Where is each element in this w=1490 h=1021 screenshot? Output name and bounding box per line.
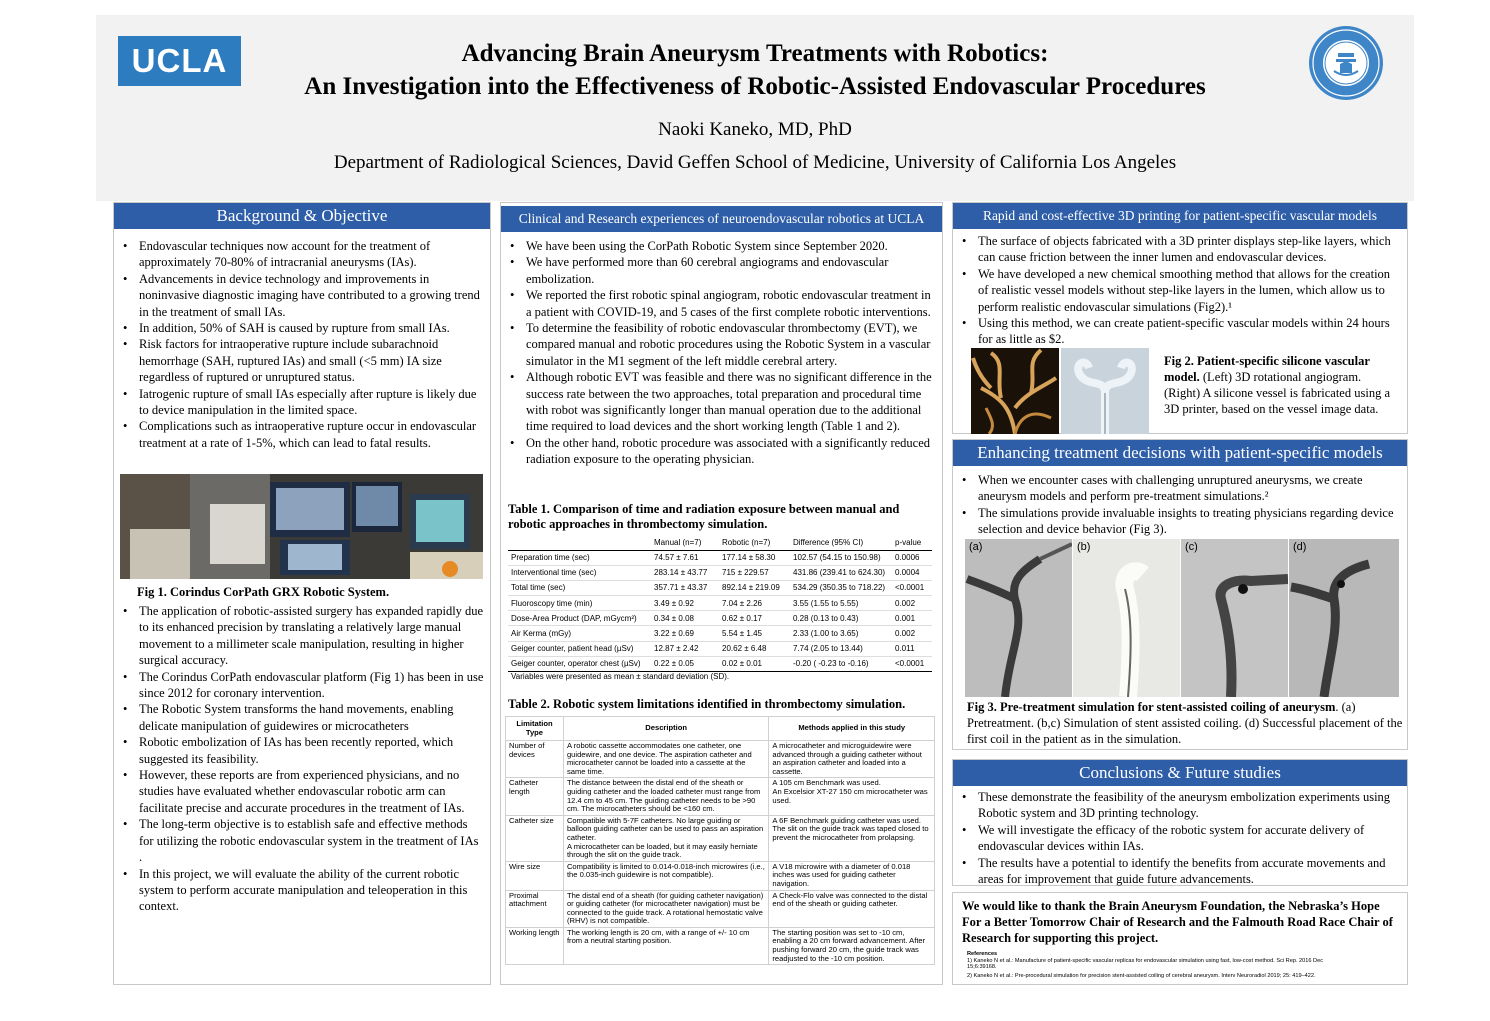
background-panel (113, 202, 491, 985)
fig1-caption: Fig 1. Corindus CorPath GRX Robotic System. (137, 585, 390, 599)
bullet: • The surface of objects fabricated with a 3D printer displays step-like layers, which can cause friction between the inner lumen and endovascular devices. (961, 233, 1399, 266)
table-row: Interventional time (sec) 283.14 ± 43.77 715 ± 229.57 431.86 (239.41 to 624.30) 0.0004 (508, 565, 932, 580)
fig3-panel-c (1181, 539, 1288, 697)
robotic-system-photo (120, 474, 483, 579)
treatment-bullets (953, 472, 1407, 538)
bullet: • We have performed more than 60 cerebral angiograms and endovascular embolization. (509, 254, 934, 287)
table1-caption: Table 1. Comparison of time and radiation exposure between manual and robotic approaches in thrombectomy simulation. (508, 502, 900, 531)
table-row: Wire size Compatibility is limited to 0.014-0.018-inch microwires (i.e., the 0.035-inch guidewire is not compatible). A V18 microwire with a diameter of 0.018 inches was used for guiding catheter navigation. (506, 861, 935, 890)
table-row: Working length The working length is 20 cm, with a range of +/- 10 cm from a neutral starting position. The starting position was set to -10 cm, enabling a 20 cm forward advancement. After pushing forward 20 cm, the guide track was readjusted to the -10 cm position. (506, 927, 935, 964)
bullet: • The Corindus CorPath endovascular platform (Fig 1) has been in use since 2012 for coronary intervention. (122, 669, 484, 702)
table1-note: Variables were presented as mean ± standard deviation (SD). (511, 672, 730, 681)
fig3-panel-b (1073, 539, 1180, 697)
table-row: Proximal attachment The distal end of a sheath (for guiding catheter navigation) or guiding catheter (for microcatheter navigation) must be connected to the guide track. A rotational hemostatic valve (RHV) is not compatible. A Check-Flo valve was connected to the distal end of the sheath or guiding catheter. (506, 890, 935, 927)
poster-header (96, 15, 1414, 201)
table-row: Geiger counter, operator chest (µSv) 0.22 ± 0.05 0.02 ± 0.01 -0.20 ( -0.23 to -0.16) <0.0001 (508, 656, 932, 671)
table2: Limitation Type Description Methods applied in this study Number of devices A robotic cassette accommodates one catheter, one guidewire, and one device. The aspiration catheter and microcatheter cannot be loaded into a cassette at the same time. A microcatheter and microguidewire were advanced through a guiding catheter without an aspiration catheter and loaded into a cassette. Catheter length The distance between the distal end of the sheath or guiding catheter and the loaded catheter must range from 12.4 cm to 45 cm. The guiding catheter needs to be >90 cm. The microcatheters should be <160 cm. A 105 cm Benchmark was used. An Excelsior XT-27 150 cm microcatheter was used. Catheter size Compatible with 5-7F catheters. No large guiding or balloon guiding catheter can be used to pass an aspiration catheter. A microcatheter can be loaded, but it may easily herniate through the slit on the guide track. A 6F Benchmark guiding catheter was used. The slit on the guide track was taped closed to prevent the microcatheter from prolapsing. Wire size Compatibility is limited to 0.014-0.018-inch microwires (i.e., the 0.035-inch guidewire is not compatible). A V18 microwire with a diameter of 0.018 inches was used for guiding catheter navigation. Proximal attachment The distal end of a sheath (for guiding catheter navigation) or guiding catheter (for microcatheter navigation) must be connected to the guide track. A rotational hemostatic valve (RHV) is not compatible. A Check-Flo valve was connected to the distal end of the sheath or guiding catheter. Working length The working length is 20 cm, with a range of +/- 10 cm from a neutral starting position. The starting position was set to -10 cm, enabling a 20 cm forward advancement. After pushing forward 20 cm, the guide track was readjusted to the -10 cm position. (505, 716, 935, 965)
table2-caption: Table 2. Robotic system limitations identified in thrombectomy simulation. (508, 697, 906, 711)
table-row: Preparation time (sec) 74.57 ± 7.61 177.14 ± 58.30 102.57 (54.15 to 150.98) 0.0006 (508, 550, 932, 565)
panel-label-d: (d) (1293, 541, 1307, 553)
bullet: • Although robotic EVT was feasible and there was no significant difference in the success rate between the two approaches, total preparation and procedural time with robot was significantly longer than manual operation due to the additional time required to load devices and the short working length (Table 1 and 2). (509, 369, 934, 435)
fig3-panel-d (1289, 539, 1399, 697)
panel-label-c: (c) (1185, 541, 1198, 553)
table-row: Catheter length The distance between the distal end of the sheath or guiding catheter and the loaded catheter must range from 12.4 cm to 45 cm. The guiding catheter needs to be >90 cm. The microcatheters should be <160 cm. A 105 cm Benchmark was used. An Excelsior XT-27 150 cm microcatheter was used. (506, 778, 935, 815)
clinical-bullets (501, 238, 942, 468)
ucla-logo: UCLA (118, 36, 241, 86)
table-row: Dose-Area Product (DAP, mGycm²) 0.34 ± 0.08 0.62 ± 0.17 0.28 (0.13 to 0.43) 0.001 (508, 611, 932, 626)
bullet: • The simulations provide invaluable insights to treating physicians regarding device selection and device behavior (Fig 3). (961, 505, 1399, 538)
conclusions-title: Conclusions & Future studies (953, 760, 1407, 786)
printing-bullets (953, 233, 1407, 348)
table-row: Total time (sec) 357.71 ± 43.37 892.14 ± 219.09 534.29 (350.35 to 718.22) <0.0001 (508, 580, 932, 595)
references (953, 946, 1407, 979)
clinical-panel (500, 202, 943, 985)
author-name: Naoki Kaneko, MD, PhD (658, 119, 852, 140)
background-title: Background & Objective (114, 203, 490, 229)
bullet: • We reported the first robotic spinal angiogram, robotic endovascular treatment in a patient with COVID-19, and 5 cases of the first complete robotic interventions. (509, 287, 934, 320)
fig2-caption: Fig 2. Patient-specific silicone vascular model. (Left) 3D rotational angiogram. (Right) A silicone vessel is fabricated using a 3D printer, based on the vessel image data. (1164, 354, 1390, 416)
acknowledgement-panel (952, 892, 1408, 985)
bullet: • Iatrogenic rupture of small IAs especially after rupture is likely due to device manipulation in the limited space. (122, 386, 482, 419)
bullet: • Complications such as intraoperative rupture occur in endovascular treatment at a rate of 1-5%, which can lead to fatal results. (122, 418, 482, 451)
bullet: • Risk factors for intraoperative rupture include subarachnoid hemorrhage (SAH, ruptured IAs) and small (<5 mm) IA size regardless of ruptured or unruptured status. (122, 336, 482, 385)
bullet: • The Robotic System transforms the hand movements, enabling delicate manipulation of guidewires or microcatheters (122, 701, 484, 734)
treatment-title: Enhancing treatment decisions with patient-specific models (953, 440, 1407, 466)
table-row: Number of devices A robotic cassette accommodates one catheter, one guidewire, and one device. The aspiration catheter and microcatheter cannot be loaded into a cassette at the same time. A microcatheter and microguidewire were advanced through a guiding catheter without an aspiration catheter and loaded into a cassette. (506, 741, 935, 778)
bullet: • The results have a potential to identify the benefits from accurate movements and areas for improvement that guide future advancements. (961, 855, 1399, 888)
department: Department of Radiological Sciences, David Geffen School of Medicine, University of California Los Angeles (333, 152, 1177, 173)
angiogram-photo (971, 348, 1059, 434)
conclusions-panel (952, 759, 1408, 886)
table1: Manual (n=7) Robotic (n=7) Difference (95% CI) p-value Preparation time (sec) 74.57 ± 7.61 177.14 ± 58.30 102.57 (54.15 to 150.98) 0.0006 Interventional time (sec) 283.14 ± 43.77 715 ± 229.57 431.86 (239.41 to 624.30) 0.0004 Total time (sec) 357.71 ± 43.37 892.14 ± 219.09 534.29 (350.35 to 718.22) <0.0001 Fluoroscopy time (min) 3.49 ± 0.92 7.04 ± 2.26 3.55 (1.55 to 5.55) 0.002 Dose-Area Product (DAP, mGycm²) 0.34 ± 0.08 0.62 ± 0.17 0.28 (0.13 to 0.43) 0.001 Air Kerma (mGy) 3.22 ± 0.69 5.54 ± 1.45 2.33 (1.00 to 3.65) 0.002 Geiger counter, patient head (µSv) 12.87 ± 2.42 20.62 ± 6.48 7.74 (2.05 to 13.44) 0.011 Geiger counter, operator chest (µSv) 0.22 ± 0.05 0.02 ± 0.01 -0.20 ( -0.23 to -0.16) <0.0001 (508, 536, 932, 672)
bullet: • In addition, 50% of SAH is caused by rupture from small IAs. (122, 320, 482, 336)
bullet: • In this project, we will evaluate the ability of the current robotic system to perform accurate manipulation and teleoperation in this context. (122, 866, 484, 915)
bullet: • The long-term objective is to establish safe and effective methods for utilizing the robotic endovascular system in the treatment of IAs . (122, 816, 484, 865)
bullet: • We have been using the CorPath Robotic System since September 2020. (509, 238, 934, 254)
bullet: • These demonstrate the feasibility of the aneurysm embolization experiments using Robotic system and 3D printing technology. (961, 789, 1399, 822)
panel-label-a: (a) (969, 541, 983, 553)
bullet: • Endovascular techniques now account for the treatment of approximately 70-80% of intracranial aneurysms (IAs). (122, 238, 482, 271)
table-row: Fluoroscopy time (min) 3.49 ± 0.92 7.04 ± 2.26 3.55 (1.55 to 5.55) 0.002 (508, 596, 932, 611)
silicone-vessel-photo (1061, 348, 1149, 434)
table-row: Air Kerma (mGy) 3.22 ± 0.69 5.54 ± 1.45 2.33 (1.00 to 3.65) 0.002 (508, 626, 932, 641)
panel-label-b: (b) (1077, 541, 1091, 553)
printing-panel (952, 202, 1408, 434)
background-bullets (114, 238, 490, 451)
poster-title: Advancing Brain Aneurysm Treatments with Robotics: An Investigation into the Effectiveness of Robotic-Assisted Endovascular Procedures (304, 40, 1206, 100)
reference-item: 2) Kaneko N et al.: Pre-procedural simulation for precision stent-assisted coiling of cerebral aneurysm. Interv Neuroradiol 2019; 25: 419–422. (967, 972, 1316, 979)
references-title: References (967, 951, 998, 957)
bullet: • To determine the feasibility of robotic endovascular thrombectomy (EVT), we compared manual and robotic procedures using the Robotic System in a vascular simulator in the M1 segment of the left middle cerebral artery. (509, 320, 934, 369)
table-row: Geiger counter, patient head (µSv) 12.87 ± 2.42 20.62 ± 6.48 7.74 (2.05 to 13.44) 0.011 (508, 641, 932, 656)
bullet: • However, these reports are from experienced physicians, and no studies have evaluated whether endovascular robotic arm can facilitate precise and accurate procedures in the treatment of IAs. (122, 767, 484, 816)
acknowledgement-text: We would like to thank the Brain Aneurysm Foundation, the Nebraska’s Hope For a Better Tomorrow Chair of Research and the Falmouth Road Race Chair of Research for supporting this project. (962, 899, 1393, 945)
background-bullets-2 (114, 603, 492, 915)
bullet: • Robotic embolization of IAs has been recently reported, which suggested its feasibility. (122, 734, 484, 767)
conclusions-bullets (953, 789, 1407, 887)
bullet: • We will investigate the efficacy of the robotic system for accurate delivery of endovascular devices within IAs. (961, 822, 1399, 855)
reference-item: 1) Kaneko N et al.: Manufacture of patient-specific vascular replicas for endovascular simulation using fast, low-cost method. Sci Rep. 2016 Dec 15;6:39168. (967, 957, 1323, 971)
bullet: • Advancements in device technology and improvements in noninvasive diagnostic imaging have contributed to a growing trend in the treatment of small IAs. (122, 271, 482, 320)
bullet: • On the other hand, robotic procedure was associated with a significantly reduced radiation exposure to the operating physician. (509, 435, 934, 468)
bullet: • The application of robotic-assisted surgery has expanded rapidly due to its enhanced precision by translating a relatively large manual movement to a millimeter scale manipulation, resulting in higher surgical accuracy. (122, 603, 484, 669)
printing-title: Rapid and cost-effective 3D printing for patient-specific vascular models (953, 203, 1407, 229)
bullet: • When we encounter cases with challenging unruptured aneurysms, we create aneurysm models and perform pre-treatment simulations.² (961, 472, 1399, 505)
fig3-caption: Fig 3. Pre-treatment simulation for stent-assisted coiling of aneurysm. (a) Pretreatment. (b,c) Simulation of stent assisted coiling. (d) Successful placement of the first coil in the patient as in the simulation. (967, 700, 1403, 746)
bullet: • We have developed a new chemical smoothing method that allows for the creation of realistic vessel models without step-like layers in the lumen, which allow us to perform realistic endovascular simulations (Fig2).¹ (961, 266, 1399, 315)
treatment-panel (952, 439, 1408, 750)
table-row: Catheter size Compatible with 5-7F catheters. No large guiding or balloon guiding catheter can be used to pass an aspiration catheter. A microcatheter can be loaded, but it may easily herniate through the slit on the guide track. A 6F Benchmark guiding catheter was used. The slit on the guide track was taped closed to prevent the microcatheter from prolapsing. (506, 815, 935, 861)
fig3-panel-a (965, 539, 1072, 697)
clinical-title: Clinical and Research experiences of neuroendovascular robotics at UCLA (501, 206, 942, 232)
bullet: • Using this method, we can create patient-specific vascular models within 24 hours for as little as $2. (961, 315, 1399, 348)
